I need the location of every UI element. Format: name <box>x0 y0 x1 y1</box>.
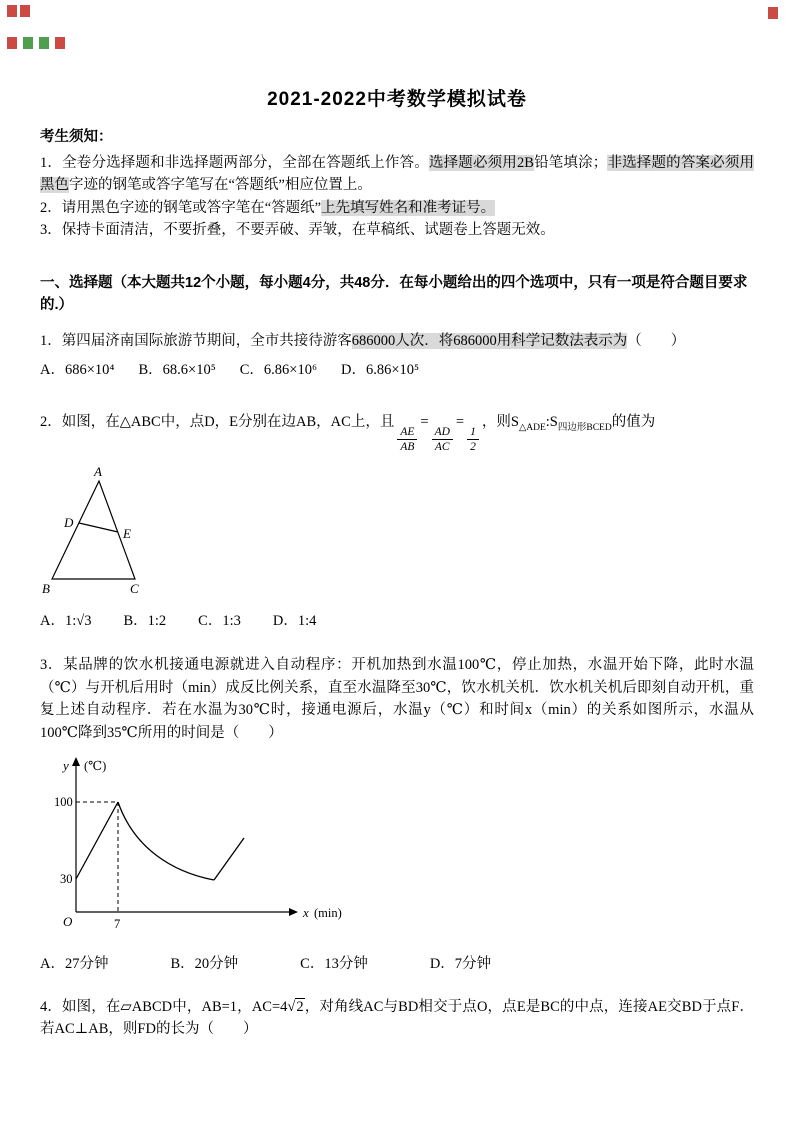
text-segment: 非选择题的答案必须用黑色 <box>40 154 755 194</box>
y-axis-label: y <box>63 758 69 774</box>
segment-de <box>79 523 118 532</box>
fraction-one-half <box>467 425 479 455</box>
question-2-option-c: C．1:3 <box>198 612 241 629</box>
question-3-options <box>40 954 754 976</box>
section-one-heading: 一、选择题（本大题共12个小题，每小题4分，共48分．在每小题给出的四个选项中，只有一项是符合题目要求的.） <box>40 274 748 314</box>
text-segment: 选择题必须用2B <box>428 154 534 171</box>
y-axis-arrow <box>72 757 80 766</box>
equals-sign: = <box>420 413 429 430</box>
question-1-options <box>40 360 754 382</box>
area-subscript-ade: △ADE <box>518 422 546 433</box>
x-axis-arrow <box>289 908 298 916</box>
text-segment: 1．第四届济南国际旅游节期间，全市共接待游客 <box>40 332 352 349</box>
question-2-text-run: 的值为 <box>611 413 656 430</box>
red-stamp-mark <box>20 5 30 17</box>
red-stamp-mark <box>55 37 65 49</box>
notice-item-2 <box>40 197 754 219</box>
radicand: 2 <box>296 998 304 1015</box>
y-tick-100: 100 <box>54 795 73 810</box>
question-2-option-b: B．1:2 <box>123 612 167 629</box>
fraction-ae-ab <box>397 425 417 455</box>
numerator: 1 <box>467 425 479 440</box>
x-axis-label: x <box>303 905 309 921</box>
radical-sign: √ <box>287 998 296 1015</box>
y-axis-unit-label: (℃) <box>84 759 107 774</box>
equals-sign: = <box>455 413 465 430</box>
question-3-option-d: D．7分钟 <box>429 956 492 973</box>
question-2-option-a: A．1:√3 <box>40 612 92 629</box>
question-3-option-a: A．27分钟 <box>40 956 109 973</box>
question-2-options <box>40 611 754 633</box>
question-2-text-run: ，则S <box>481 413 519 430</box>
question-4-text <box>40 996 754 1041</box>
green-stamp-mark <box>23 37 33 49</box>
question-1-option-a: A．686×10⁴ <box>40 362 115 379</box>
reheating-line <box>214 838 244 880</box>
question-1-option-d: D．6.86×10⁵ <box>341 362 420 379</box>
vertex-label-a: A <box>94 464 102 479</box>
question-2-text-run: :S <box>545 413 558 430</box>
numerator: AD <box>432 425 453 440</box>
vertex-label-b: B <box>42 580 50 596</box>
notice-item-3: 3．保持卡面清洁，不要折叠，不要弄破、弄皱，在草稿纸、试题卷上答题无效。 <box>40 222 555 239</box>
question-2-text-run: 2．如图，在△ABC中，点D，E分别在边AB，AC上，且 <box>40 413 395 430</box>
question-1-option-c: C．6.86×10⁶ <box>239 362 318 379</box>
question-3-option-b: B．20分钟 <box>170 956 239 973</box>
red-stamp-mark <box>768 7 778 19</box>
red-stamp-mark <box>7 5 17 17</box>
question-2-option-d: D．1:4 <box>272 612 317 629</box>
question-3-text: 3．某品牌的饮水机接通电源就进入自动程序：开机加热到水温100℃，停止加热，水温开始下降，此时水温（℃）与开机后用时（min）成反比例关系，直至水温降至30℃，饮水机关机．饮水机关机后即刻自动开机，重复上述自动程序．若在水温为30℃时，接通电源后，水温y（℃）和时间x（min）的关系如图所示，水温从100℃降到35℃所用的时间是（ ） <box>40 657 754 741</box>
text-segment: 2．请用黑色字迹的钢笔或答字笔在“答题纸” <box>40 199 322 216</box>
notice-item-1 <box>40 152 754 197</box>
area-subscript-bced: 四边形BCED <box>557 422 612 433</box>
temperature-time-graph <box>54 752 354 944</box>
x-axis-unit-label: (min) <box>314 906 342 921</box>
question-1-text <box>40 330 754 352</box>
origin-label: O <box>63 914 73 930</box>
question-2-text <box>40 408 754 455</box>
question-3-option-c: C．13分钟 <box>300 956 368 973</box>
question-4-text-run: ，对角线AC与BD相交于点O，点E是BC的中点，连接AE交BD于点F．若AC⊥AB，则FD的长为（ ） <box>40 998 754 1038</box>
question-4-text-run: 4．如图，在▱ABCD中，AB=1，AC=4 <box>40 998 288 1015</box>
x-tick-7: 7 <box>114 917 121 932</box>
y-tick-30: 30 <box>60 872 73 887</box>
cooling-curve <box>118 802 214 880</box>
numerator: AE <box>397 425 417 440</box>
green-stamp-mark <box>39 37 49 49</box>
denominator: 2 <box>470 441 476 454</box>
red-stamp-mark <box>7 37 17 49</box>
vertex-label-c: C <box>130 580 139 596</box>
radical-sqrt2 <box>287 998 304 1015</box>
question-1-option-b: B．68.6×10⁵ <box>138 362 216 379</box>
heating-line <box>76 802 118 879</box>
denominator: AC <box>434 441 450 454</box>
text-segment: （ ） <box>627 332 686 349</box>
point-label-d: D <box>64 514 74 530</box>
notice-heading: 考生须知： <box>40 129 113 145</box>
fraction-ad-ac <box>432 425 453 455</box>
text-segment: 1．全卷分选择题和非选择题两部分，全部在答题纸上作答。 <box>40 154 429 171</box>
text-segment: 686000人次．将686000用科学记数法表示为 <box>351 332 628 349</box>
denominator: AB <box>400 441 415 454</box>
text-segment: 上先填写姓名和准考证号。 <box>321 199 496 216</box>
text-segment: 铅笔填涂； <box>533 154 608 171</box>
triangle-figure <box>42 465 157 597</box>
text-segment: 字迹的钢笔或答字笔写在“答题纸”相应位置上。 <box>69 177 372 194</box>
point-label-e: E <box>123 525 131 541</box>
page-title: 2021-2022中考数学模拟试卷 <box>267 89 527 110</box>
